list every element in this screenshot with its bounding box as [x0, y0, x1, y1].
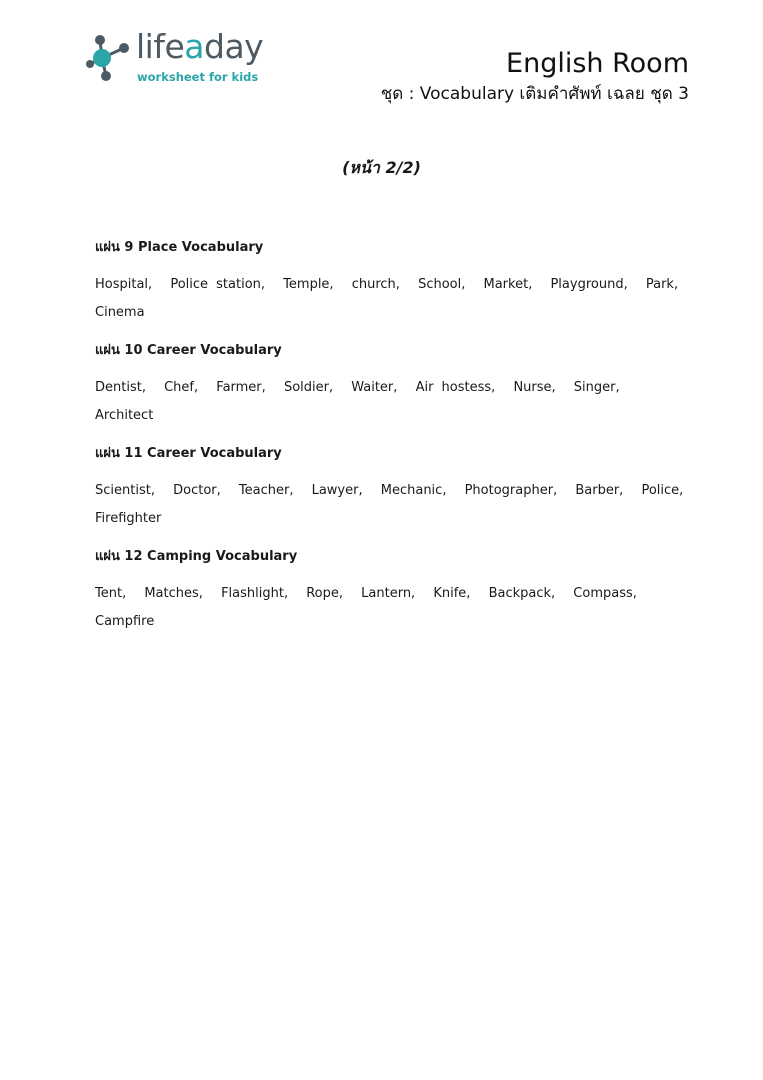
vocabulary-word: Teacher,: [238, 483, 294, 498]
sheet-label: แผ่น: [95, 240, 120, 255]
sheet-title: Career Vocabulary: [147, 343, 282, 358]
sheet-title: Camping Vocabulary: [147, 549, 298, 564]
vocabulary-word: Farmer,: [216, 380, 266, 395]
vocabulary-word: Hospital,: [95, 277, 153, 292]
vocabulary-word: Cinema: [95, 305, 145, 320]
room-subtitle: ชุด : Vocabulary เติมคำศัพท์ เฉลย ชุด 3: [380, 84, 689, 104]
vocabulary-word: Knife,: [433, 586, 471, 601]
vocabulary-list: [95, 580, 695, 636]
vocabulary-word: Tent,: [95, 586, 127, 601]
sheet-label: แผ่น: [95, 343, 120, 358]
vocabulary-word: Doctor,: [173, 483, 221, 498]
vocabulary-word: Police station,: [170, 277, 266, 292]
sheet-heading: [95, 547, 695, 567]
page-label: (หน้า 2/2): [342, 158, 421, 177]
lifeaday-logo: [86, 27, 286, 90]
vocabulary-word: Police,: [641, 483, 684, 498]
vocabulary-word: Park,: [645, 277, 679, 292]
vocabulary-word: School,: [418, 277, 466, 292]
molecule-logo-icon: [86, 34, 132, 82]
sheet-title: Place Vocabulary: [138, 240, 264, 255]
sheet-label: แผ่น: [95, 446, 120, 461]
vocabulary-word: Soldier,: [283, 380, 334, 395]
vocabulary-word: Compass,: [573, 586, 637, 601]
vocabulary-word: Barber,: [575, 483, 624, 498]
vocabulary-word: Scientist,: [95, 483, 155, 498]
sheet-heading: [95, 341, 695, 361]
vocabulary-word: Architect: [95, 408, 154, 423]
vocabulary-word: Nurse,: [513, 380, 556, 395]
vocabulary-word: Photographer,: [464, 483, 558, 498]
sheet-heading: [95, 444, 695, 464]
vocabulary-word: Flashlight,: [221, 586, 289, 601]
sheet-number: 10: [119, 343, 148, 358]
vocabulary-word: Chef,: [164, 380, 199, 395]
sheet-label: แผ่น: [95, 549, 120, 564]
vocabulary-word: Market,: [483, 277, 533, 292]
room-title: English Room: [506, 48, 689, 79]
vocabulary-word: Temple,: [283, 277, 334, 292]
vocabulary-word: Matches,: [144, 586, 203, 601]
vocabulary-word: Singer,: [573, 380, 620, 395]
sheet-heading: [95, 238, 695, 258]
vocabulary-word: Rope,: [306, 586, 344, 601]
vocabulary-word: Playground,: [550, 277, 628, 292]
vocabulary-word: church,: [351, 277, 400, 292]
vocabulary-list: [95, 477, 695, 533]
vocabulary-word: Lawyer,: [311, 483, 363, 498]
vocabulary-word: Air hostess,: [415, 380, 496, 395]
vocabulary-word: Lantern,: [361, 586, 416, 601]
vocabulary-list: [95, 374, 695, 430]
brand-name: lifeaday: [136, 27, 264, 66]
vocabulary-word: Mechanic,: [380, 483, 447, 498]
vocabulary-word: Waiter,: [351, 380, 398, 395]
vocabulary-word: Campfire: [95, 614, 155, 629]
sheet-title: Career Vocabulary: [147, 446, 282, 461]
sheet-number: 9: [119, 240, 138, 255]
vocabulary-word: Backpack,: [488, 586, 556, 601]
vocabulary-list: [95, 271, 695, 327]
sheet-number: 11: [119, 446, 148, 461]
vocabulary-word: Dentist,: [95, 380, 146, 395]
brand-tagline: worksheet for kids: [137, 70, 259, 84]
vocabulary-word: Firefighter: [95, 511, 162, 526]
sheet-number: 12: [119, 549, 148, 564]
vocabulary-content: [95, 238, 695, 650]
